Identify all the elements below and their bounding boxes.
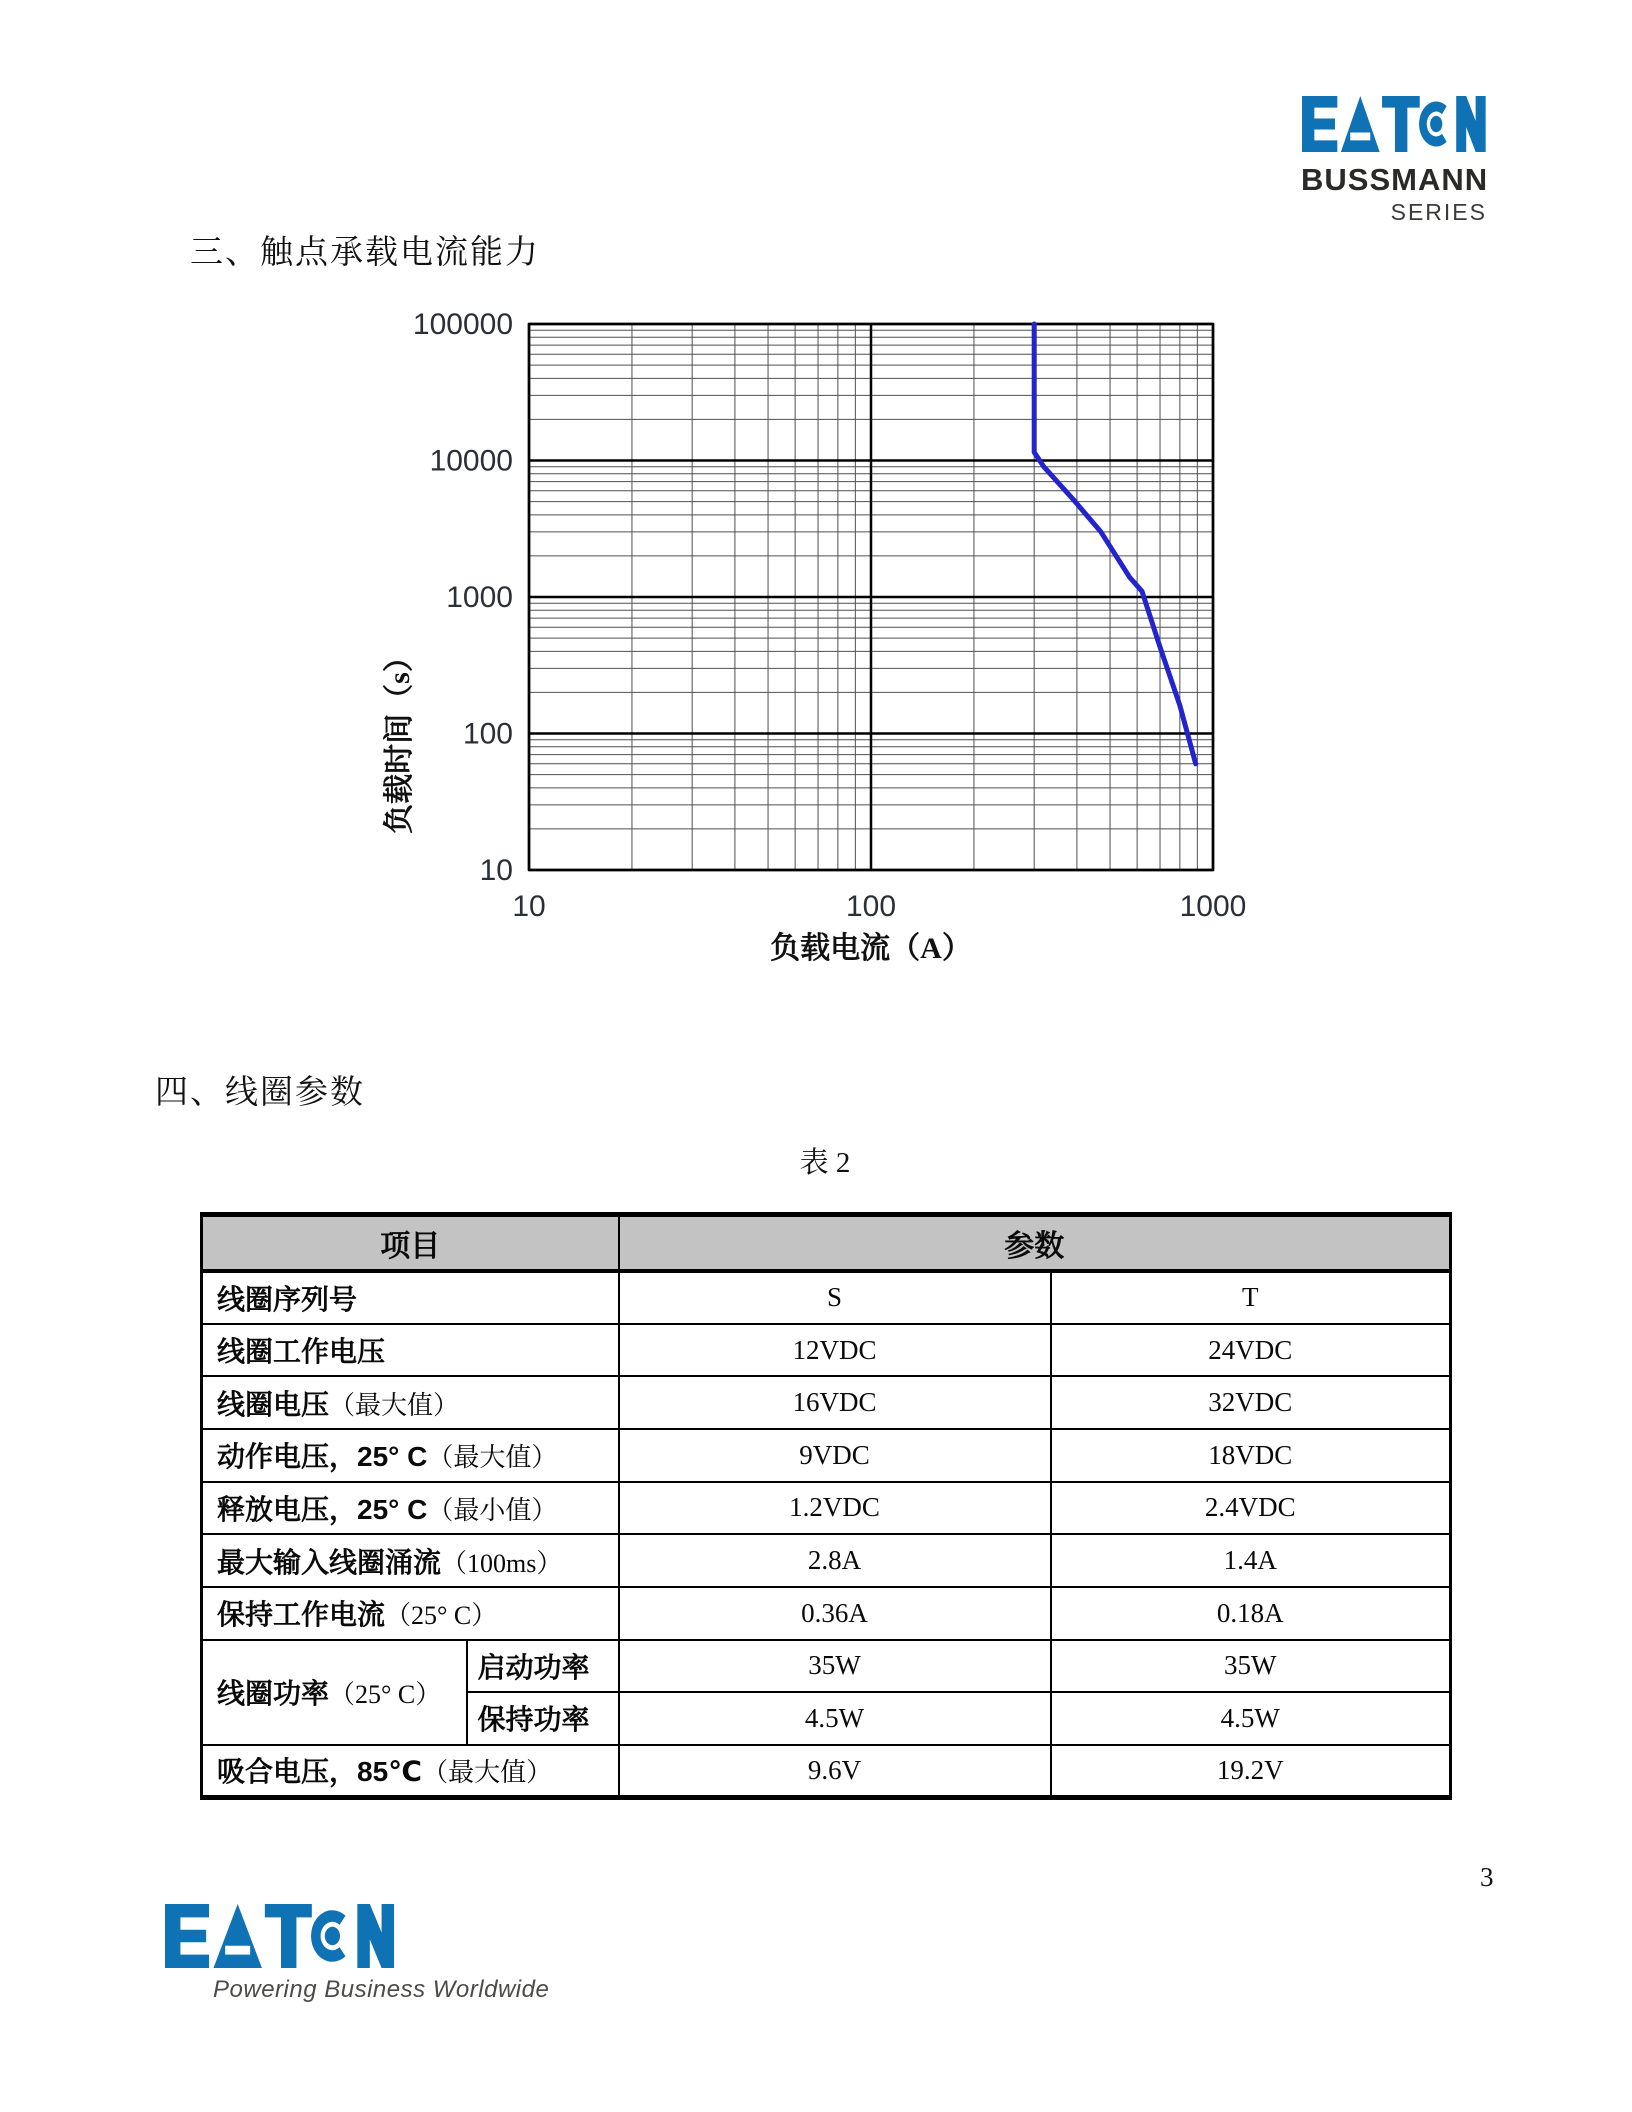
value-cell-t: 18VDC <box>1051 1429 1451 1482</box>
value-cell-t: T <box>1051 1271 1451 1324</box>
sub-label-cell: 保持功率 <box>467 1692 619 1745</box>
value-cell-s: 16VDC <box>619 1376 1051 1429</box>
row-label-note: （25° C） <box>385 1601 498 1631</box>
table-row <box>202 1587 1451 1640</box>
value-cell-s: 9.6V <box>619 1745 1051 1798</box>
chart-curve-line <box>1034 324 1196 764</box>
table-row <box>202 1745 1451 1798</box>
section-title-contact-capacity: 三、触点承载电流能力 <box>190 235 540 271</box>
value-cell-t: 35W <box>1051 1640 1451 1693</box>
row-label: 动作电压，25° C <box>217 1441 428 1473</box>
value-cell-t: 24VDC <box>1051 1324 1451 1377</box>
row-label-cell <box>202 1587 619 1640</box>
table-row <box>202 1376 1451 1429</box>
value-cell-s: 12VDC <box>619 1324 1051 1377</box>
row-label: 线圈电压 <box>217 1388 330 1420</box>
svg-text:1000: 1000 <box>446 581 513 614</box>
value-cell-t: 32VDC <box>1051 1376 1451 1429</box>
svg-text:10000: 10000 <box>429 444 513 478</box>
table-row <box>202 1482 1451 1535</box>
section-title-coil-params: 四、线圈参数 <box>155 1075 365 1111</box>
row-label-cell <box>202 1376 619 1429</box>
row-label: 线圈功率 <box>217 1678 330 1710</box>
row-label-note: （最小值） <box>427 1495 558 1525</box>
coil-power-group-cell <box>202 1640 467 1745</box>
row-label-cell <box>202 1324 619 1377</box>
row-label: 线圈工作电压 <box>217 1336 386 1368</box>
bussmann-wordmark: BUSSMANN <box>1301 162 1489 197</box>
row-label-cell <box>202 1534 619 1587</box>
value-cell-s: 0.36A <box>619 1587 1051 1640</box>
svg-text:100: 100 <box>845 890 897 923</box>
row-label-cell <box>202 1482 619 1535</box>
value-cell-t: 0.18A <box>1051 1587 1451 1640</box>
eaton-footer-logo-icon <box>165 1904 397 1968</box>
chart-y-axis-title: 负载时间（s） <box>383 642 416 834</box>
row-label-note: （最大值） <box>422 1758 553 1788</box>
row-label: 吸合电压，85℃ <box>217 1756 423 1788</box>
value-cell-s: 1.2VDC <box>619 1482 1051 1535</box>
row-label-note: （25° C） <box>329 1680 442 1710</box>
table-row <box>202 1271 1451 1324</box>
eaton-logo-icon <box>1302 96 1488 152</box>
svg-text:1000: 1000 <box>1179 890 1247 923</box>
header-item-cell: 项目 <box>202 1215 619 1272</box>
table-row <box>202 1429 1451 1482</box>
chart-x-tick-labels <box>512 890 1246 923</box>
table-row <box>202 1534 1451 1587</box>
coil-parameter-table <box>200 1212 1452 1800</box>
value-cell-t: 2.4VDC <box>1051 1482 1451 1535</box>
row-label-note: （最大值） <box>329 1390 460 1420</box>
svg-text:100000: 100000 <box>412 308 513 341</box>
row-label-note: （最大值） <box>427 1443 558 1473</box>
row-label-cell <box>202 1429 619 1482</box>
chart-y-tick-labels <box>413 308 513 887</box>
series-wordmark: SERIES <box>1390 199 1487 225</box>
value-cell-s: 2.8A <box>619 1534 1051 1587</box>
page-number: 3 <box>1480 1862 1494 1892</box>
header-param-cell: 参数 <box>619 1215 1451 1272</box>
table-row-coil-power-start <box>202 1640 1451 1693</box>
row-label-note: （100ms） <box>441 1548 563 1578</box>
chart-gridlines <box>529 324 1213 870</box>
row-label: 释放电压，25° C <box>217 1493 428 1525</box>
svg-text:10: 10 <box>512 890 546 923</box>
table-caption: 表 2 <box>799 1147 851 1179</box>
value-cell-t: 19.2V <box>1051 1745 1451 1798</box>
chart-x-axis-title: 负载电流（A） <box>770 932 972 965</box>
sub-label-cell: 启动功率 <box>467 1640 619 1693</box>
row-label: 保持工作电流 <box>217 1599 386 1631</box>
row-label: 最大输入线圈涌流 <box>217 1546 442 1578</box>
row-label-cell <box>202 1271 619 1324</box>
value-cell-s: 4.5W <box>619 1692 1051 1745</box>
row-label: 线圈序列号 <box>217 1283 358 1315</box>
svg-text:10: 10 <box>479 854 513 887</box>
table-header-row <box>202 1215 1451 1272</box>
value-cell-t: 1.4A <box>1051 1534 1451 1587</box>
svg-text:100: 100 <box>462 717 513 751</box>
value-cell-s: S <box>619 1271 1051 1324</box>
row-label-cell <box>202 1745 619 1798</box>
value-cell-s: 35W <box>619 1640 1051 1693</box>
value-cell-t: 4.5W <box>1051 1692 1451 1745</box>
load-current-vs-time-chart <box>360 280 1260 970</box>
table-row <box>202 1324 1451 1377</box>
footer-tagline: Powering Business Worldwide <box>213 1976 550 2003</box>
value-cell-s: 9VDC <box>619 1429 1051 1482</box>
